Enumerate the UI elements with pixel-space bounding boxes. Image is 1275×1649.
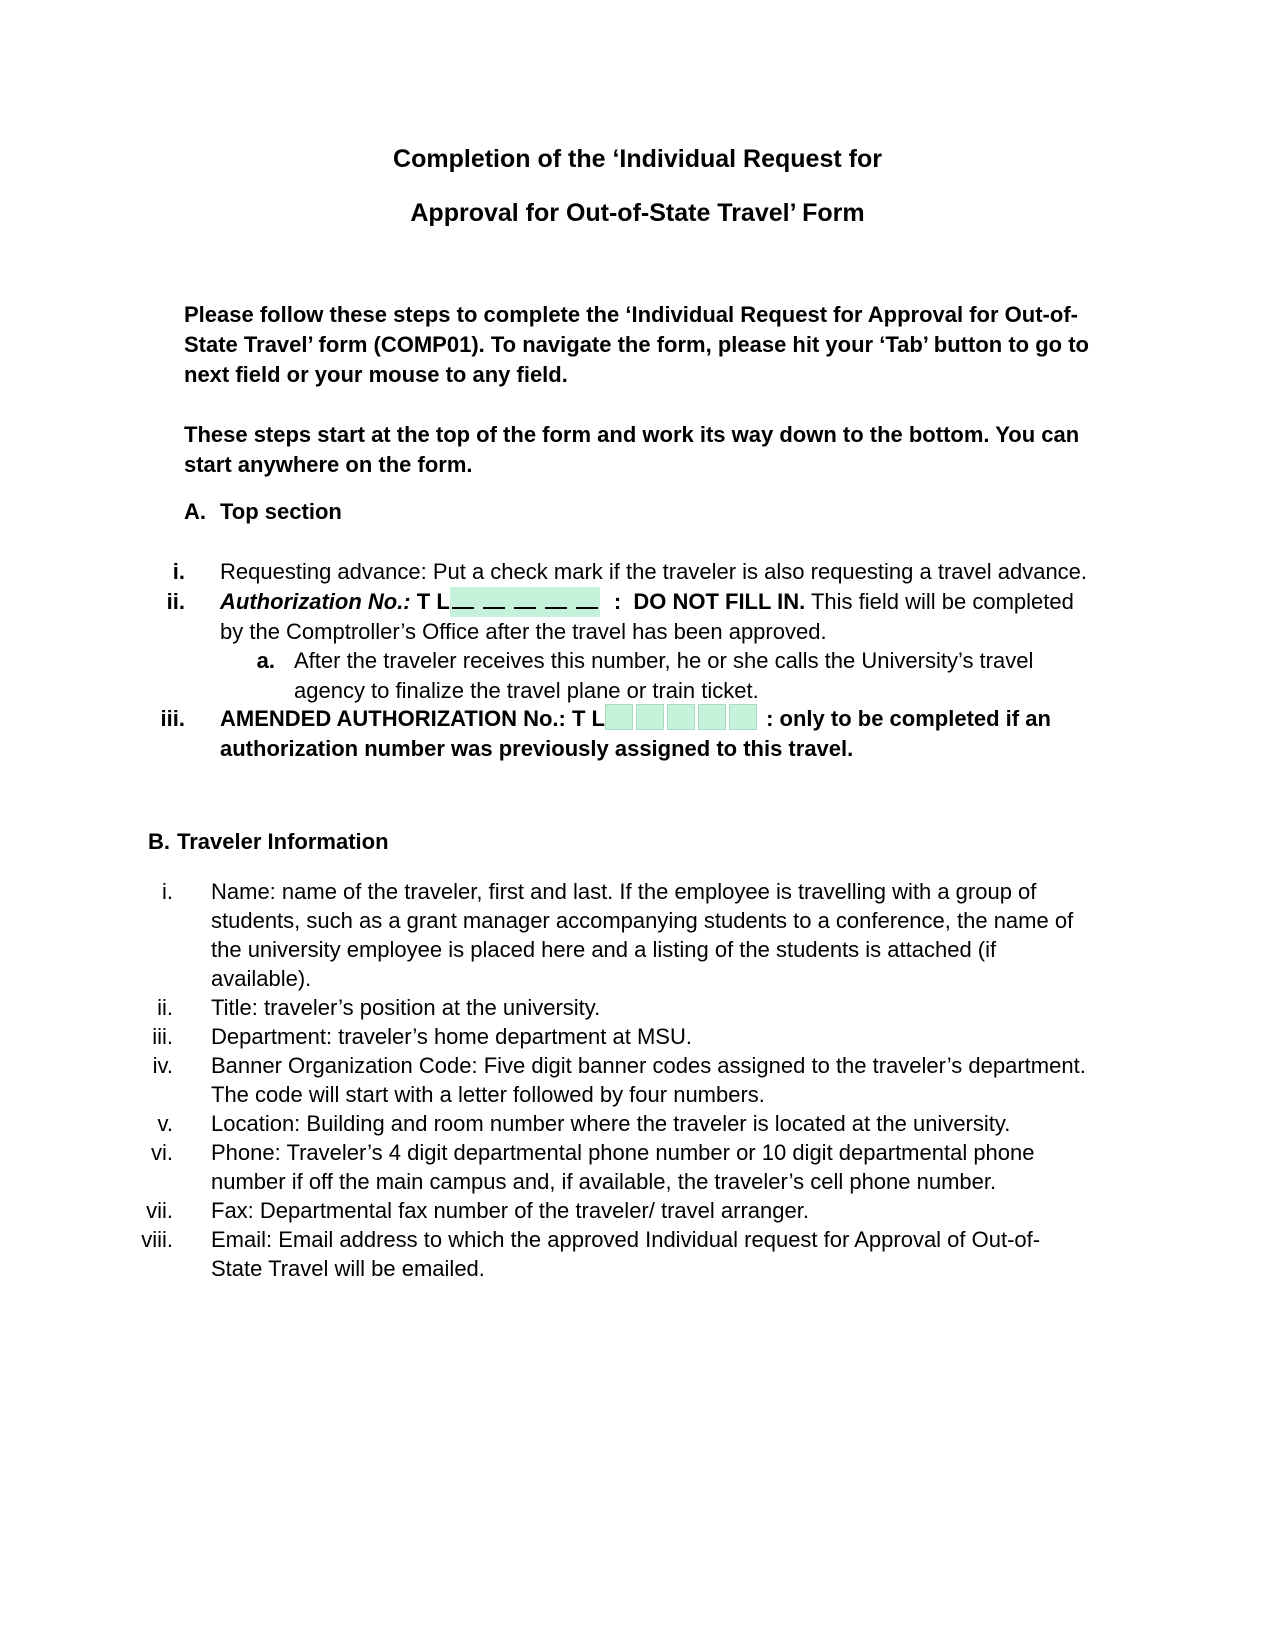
- item-b-ii-line-1: Title: traveler’s position at the university.: [211, 995, 601, 1020]
- authorization-colon: :: [613, 589, 622, 614]
- item-b-v-line-1: Location: Building and room number where the traveler is located at the university.: [211, 1111, 1011, 1136]
- intro-p1-line-1: Please follow these steps to complete the ‘Individual Request for Approval for Out-of-: [184, 302, 1078, 327]
- amended-auth-digit-1[interactable]: [605, 704, 633, 730]
- page-title-line-1: Completion of the ‘Individual Request for: [393, 145, 882, 173]
- item-b-vi-line-1: Phone: Traveler’s 4 digit departmental phone number or 10 digit departmental phone: [211, 1140, 1035, 1165]
- item-b-iv-line-2: The code will start with a letter followed by four numbers.: [211, 1082, 765, 1107]
- item-a-iii-line-2: authorization number was previously assigned to this travel.: [220, 736, 854, 761]
- item-a-ii-line-2: by the Comptroller’s Office after the travel has been approved.: [220, 619, 827, 644]
- authorization-rest: This field will be completed: [810, 589, 1074, 614]
- amended-auth-digit-4[interactable]: [698, 704, 726, 730]
- item-b-iv-number: iv.: [152, 1053, 173, 1078]
- authorization-prefix: T L: [416, 589, 450, 614]
- amended-authorization-rest: : only to be completed if an: [766, 706, 1051, 731]
- item-b-iii-number: iii.: [152, 1024, 173, 1049]
- item-b-i-line-4: available).: [211, 966, 312, 991]
- item-b-v-number: v.: [157, 1111, 173, 1136]
- section-a-label: A.: [184, 499, 206, 524]
- item-b-vii-number: vii.: [146, 1198, 173, 1223]
- amended-auth-digit-5[interactable]: [729, 704, 757, 730]
- intro-p1-line-3: next field or your mouse to any field.: [184, 362, 568, 387]
- item-b-iii-line-1: Department: traveler’s home department at MSU.: [211, 1024, 692, 1049]
- item-a-i-number: i.: [172, 559, 185, 584]
- intro-p2-line-1: These steps start at the top of the form and work its way down to the bottom. You can: [184, 422, 1080, 447]
- item-b-i-line-2: students, such as a grant manager accompanying students to a conference, the name of: [211, 908, 1074, 933]
- item-b-ii-number: ii.: [157, 995, 173, 1020]
- item-b-vi-line-2: number if off the main campus and, if available, the traveler’s cell phone number.: [211, 1169, 997, 1194]
- item-a-i-text: Requesting advance: Put a check mark if the traveler is also requesting a travel advance.: [220, 559, 1088, 584]
- authorization-label: Authorization No.:: [220, 589, 411, 614]
- item-b-vi-number: vi.: [151, 1140, 173, 1165]
- intro-p2-line-2: start anywhere on the form.: [184, 452, 473, 477]
- item-b-viii-number: viii.: [141, 1227, 173, 1252]
- amended-authorization-prefix: T L: [571, 706, 605, 731]
- section-b-title: Traveler Information: [177, 829, 389, 854]
- section-a-title: Top section: [220, 499, 342, 524]
- item-b-i-number: i.: [162, 879, 173, 904]
- item-b-viii-line-1: Email: Email address to which the approved Individual request for Approval of Out-of-: [211, 1227, 1041, 1252]
- item-a-iii-number: iii.: [160, 706, 185, 731]
- item-a-ii-a-number: a.: [256, 648, 275, 673]
- authorization-number-field[interactable]: [450, 587, 600, 617]
- page-title-line-2: Approval for Out-of-State Travel’ Form: [410, 199, 865, 227]
- item-b-vii-line-1: Fax: Departmental fax number of the traveler/ travel arranger.: [211, 1198, 809, 1223]
- do-not-fill-in: DO NOT FILL IN.: [633, 589, 806, 614]
- amended-authorization-label: AMENDED AUTHORIZATION No.:: [220, 706, 566, 731]
- item-b-viii-line-2: State Travel will be emailed.: [211, 1256, 485, 1281]
- item-b-i-line-1: Name: name of the traveler, first and last. If the employee is travelling with a group of: [211, 879, 1037, 904]
- item-b-iv-line-1: Banner Organization Code: Five digit banner codes assigned to the traveler’s department.: [211, 1053, 1086, 1078]
- item-a-ii-number: ii.: [166, 589, 185, 614]
- item-b-i-line-3: the university employee is placed here and a listing of the students is attached (if: [211, 937, 997, 962]
- item-a-ii-a-line-1: After the traveler receives this number, he or she calls the University’s travel: [294, 648, 1034, 673]
- amended-authorization-line: [220, 704, 1051, 734]
- section-b-label: B.: [148, 829, 170, 854]
- intro-p1-line-2: State Travel’ form (COMP01). To navigate the form, please hit your ‘Tab’ button to go to: [184, 332, 1089, 357]
- item-a-ii-a-line-2: agency to finalize the travel plane or train ticket.: [294, 678, 759, 703]
- amended-auth-digit-3[interactable]: [667, 704, 695, 730]
- authorization-line: [220, 587, 1074, 617]
- amended-auth-digit-2[interactable]: [636, 704, 664, 730]
